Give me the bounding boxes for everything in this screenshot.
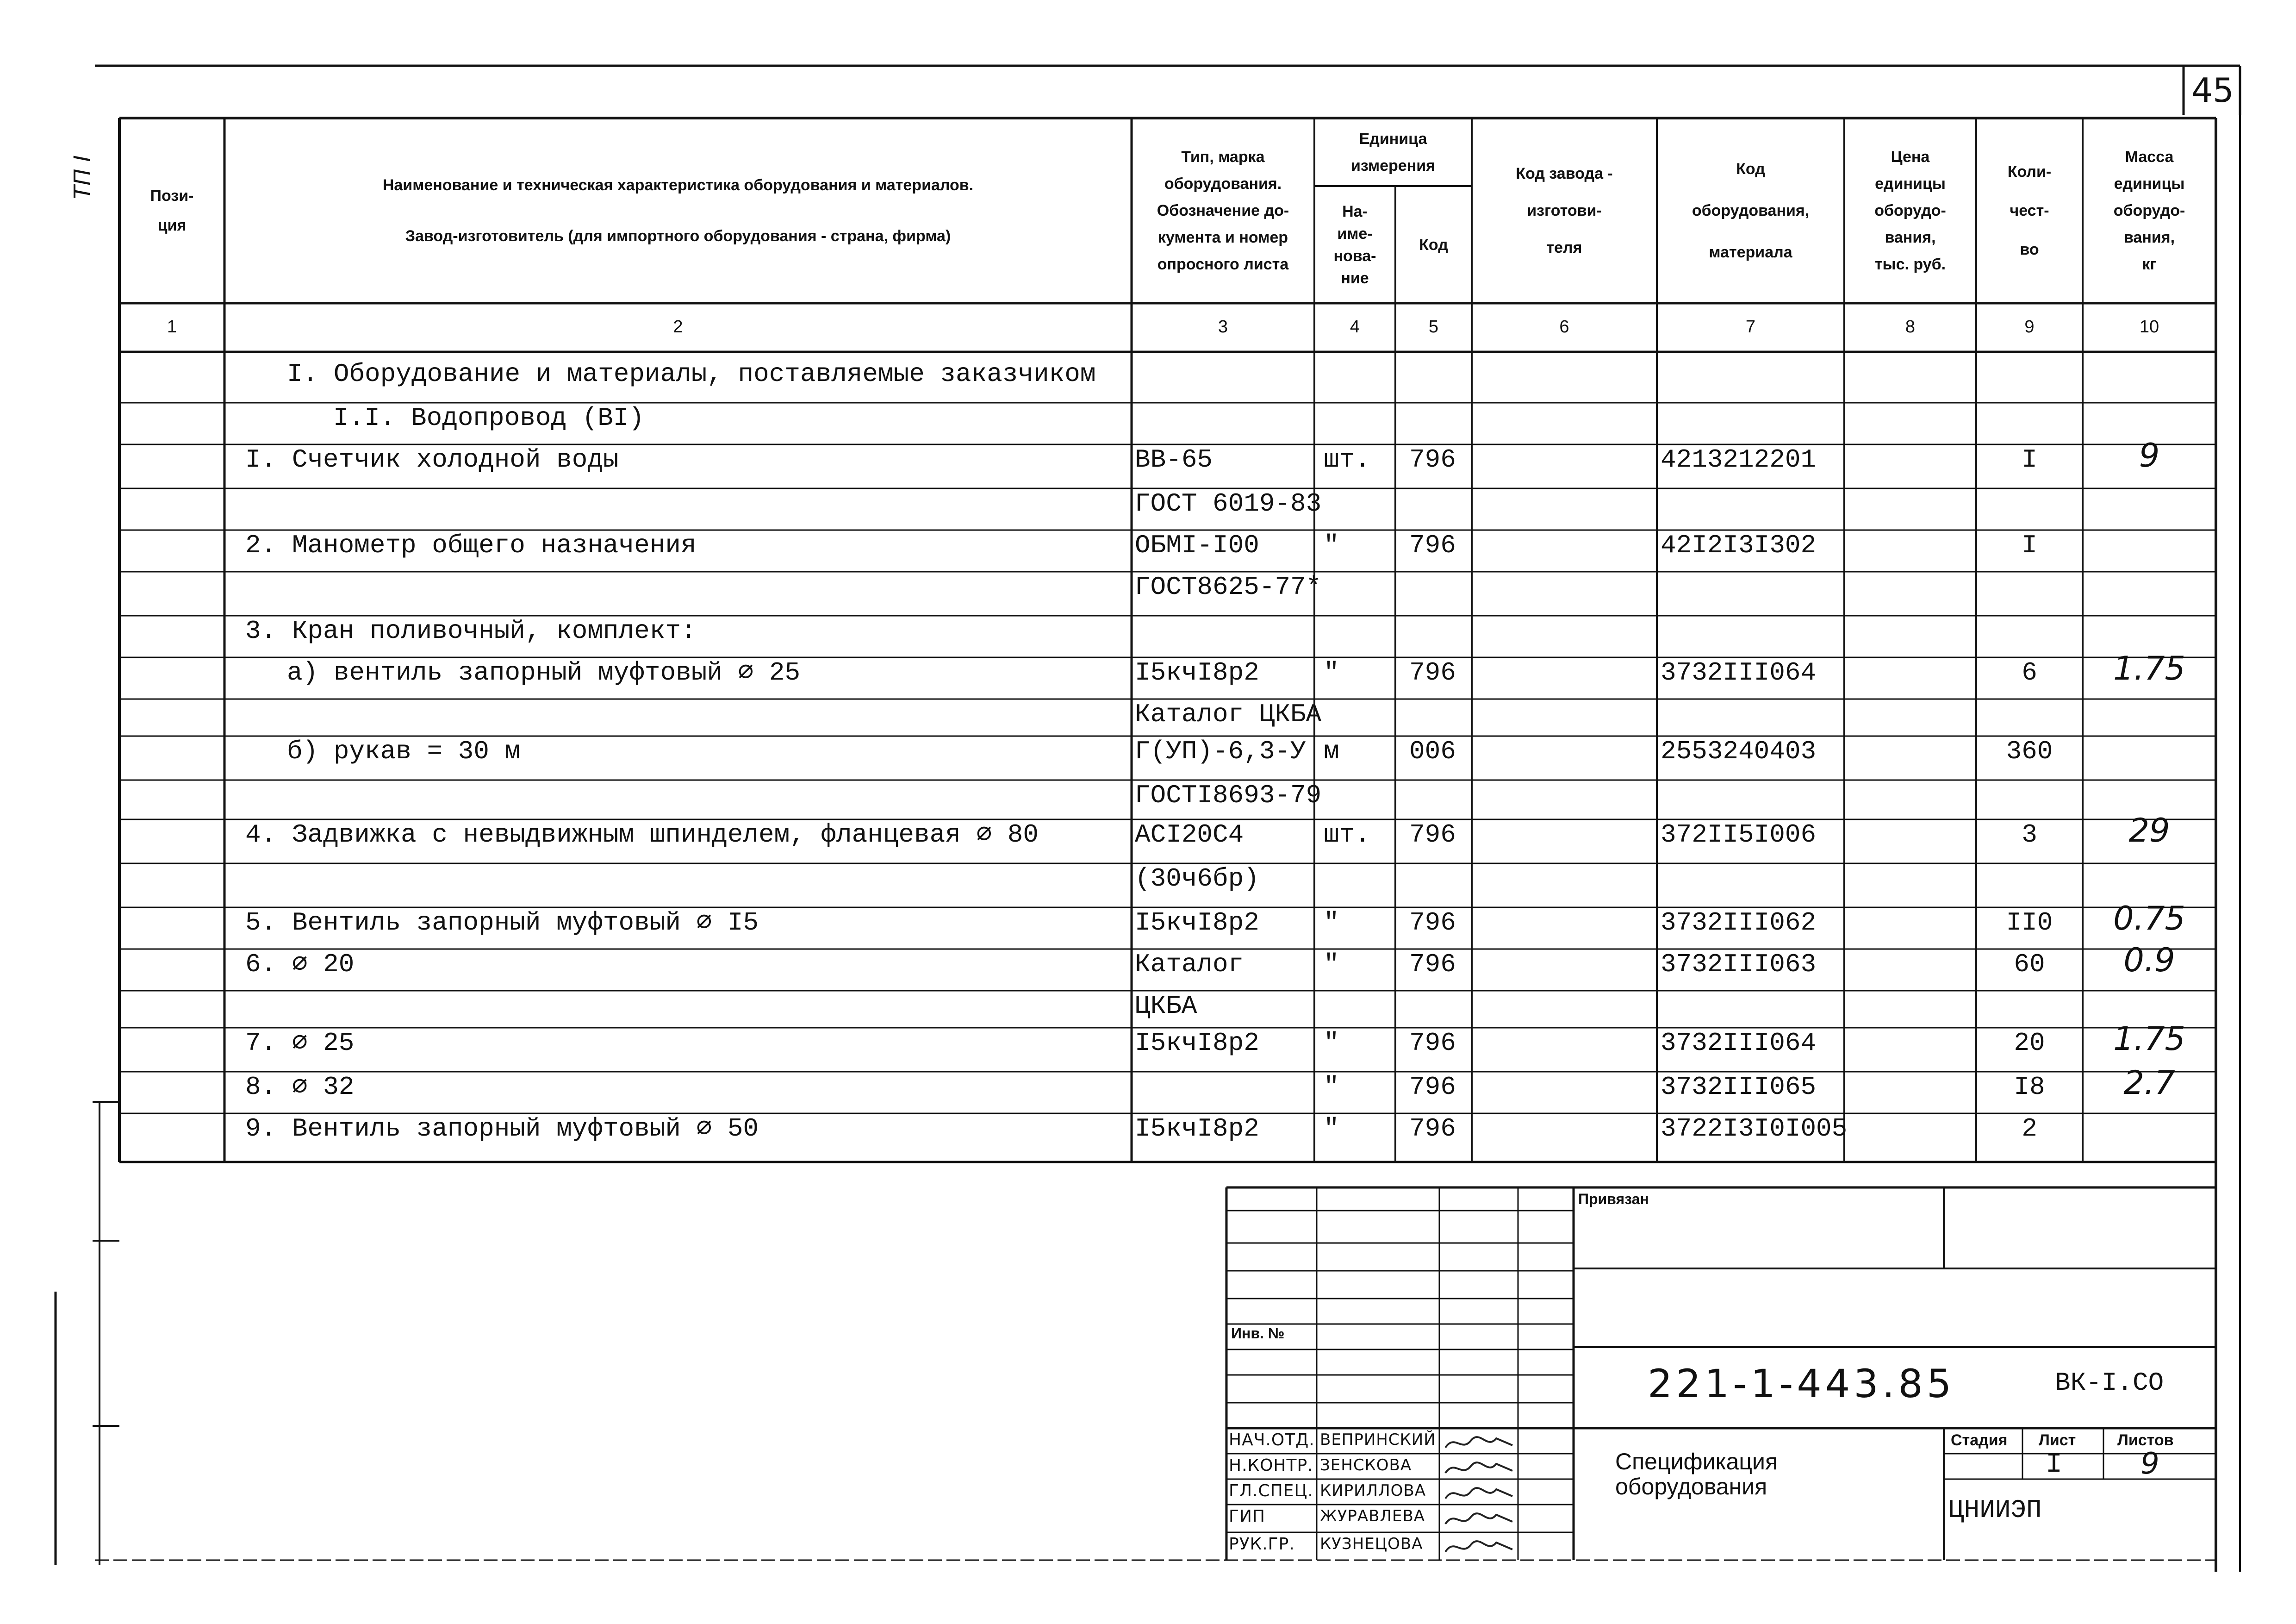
signature-role: РУК.ГР. (1229, 1535, 1295, 1554)
item-type: ЦКБА (1135, 991, 1197, 1021)
item-type: I5кчI8р2 (1135, 1114, 1259, 1143)
item-quantity: I8 (2014, 1072, 2045, 1102)
item-type: ВВ-65 (1135, 445, 1213, 475)
item-equipment-code: 3732III065 (1661, 1072, 1817, 1102)
column-number: 2 (673, 317, 683, 337)
header-unit-name: На- име- нова- ние (1333, 202, 1376, 287)
column-number: 10 (2139, 317, 2159, 337)
header-mass: Масса единицы оборудо- вания, кг (2113, 148, 2185, 273)
item-type: ГОСТ8625-77* (1135, 572, 1322, 602)
column-number: 1 (167, 317, 177, 337)
item-equipment-code: 3722I3I0I005 (1661, 1114, 1848, 1143)
signature-role: ГЛ.СПЕЦ. (1229, 1481, 1313, 1500)
item-equipment-code: 3732III062 (1661, 908, 1817, 937)
item-quantity: I (2022, 531, 2037, 560)
item-unit: " (1324, 1114, 1339, 1143)
item-quantity: I (2022, 445, 2037, 475)
signature-role: ГИП (1229, 1507, 1265, 1526)
stage-label: Стадия (1951, 1431, 2008, 1449)
column-number: 6 (1559, 317, 1569, 337)
item-unit-code: 796 (1409, 908, 1456, 937)
item-name: I. Счетчик холодной воды (245, 445, 619, 475)
header-price: Цена единицы оборудо- вания, тыс. руб. (1874, 148, 1946, 273)
header-unit-group: Единица измерения (1351, 130, 1435, 175)
item-mass: 9 (2139, 437, 2160, 475)
handwritten-signature (1443, 1431, 1517, 1455)
handwritten-signature (1443, 1457, 1517, 1480)
signature-role: НАЧ.ОТД. (1229, 1430, 1315, 1449)
item-type: I5кчI8р2 (1135, 658, 1259, 687)
signature-name: КУЗНЕЦОВА (1320, 1535, 1423, 1553)
item-type: I5кчI8р2 (1135, 908, 1259, 937)
item-equipment-code: 3732III064 (1661, 1028, 1817, 1058)
item-mass: 1.75 (2113, 650, 2185, 687)
header-unit-code: Код (1419, 236, 1448, 254)
item-name: 8. ∅ 32 (245, 1072, 355, 1102)
header-position: Пози- ция (150, 187, 194, 234)
item-name: 5. Вентиль запорный муфтовый ∅ I5 (245, 908, 759, 937)
header-equipment-code: Код оборудования, материала (1692, 160, 1810, 261)
item-unit-code: 796 (1409, 531, 1456, 560)
item-type: АСI20С4 (1135, 820, 1244, 849)
item-equipment-code: 372II5I006 (1661, 820, 1817, 849)
sheet-code: ВК-I.СО (2055, 1368, 2164, 1398)
sheet-label: Лист (2039, 1431, 2076, 1449)
item-type: I5кчI8р2 (1135, 1028, 1259, 1058)
item-type: Г(УП)-6,3-У (1135, 737, 1306, 766)
item-quantity: 60 (2014, 949, 2045, 979)
item-unit-code: 796 (1409, 1028, 1456, 1058)
item-unit-code: 796 (1409, 820, 1456, 849)
item-name: 9. Вентиль запорный муфтовый ∅ 50 (245, 1114, 759, 1143)
item-name: а) вентиль запорный муфтовый ∅ 25 (287, 658, 801, 687)
bound-label: Привязан (1578, 1191, 1649, 1207)
item-unit-code: 796 (1409, 445, 1456, 475)
item-quantity: 360 (2006, 737, 2053, 766)
sheets-label: Листов (2117, 1431, 2174, 1449)
item-name: I.I. Водопровод (BI) (333, 403, 645, 433)
item-type: ГОСТI8693-79 (1135, 781, 1322, 810)
item-quantity: 3 (2022, 820, 2037, 849)
item-type: Каталог ЦКБА (1135, 700, 1322, 729)
item-unit: " (1324, 1072, 1339, 1102)
item-unit-code: 006 (1409, 737, 1456, 766)
item-unit: " (1324, 949, 1339, 979)
inv-label: Инв. № (1231, 1325, 1285, 1342)
side-mark: ТП I (69, 155, 95, 199)
item-name: б) рукав = 30 м (287, 737, 521, 766)
page-number: 45 (2191, 71, 2234, 110)
item-unit: " (1324, 658, 1339, 687)
item-quantity: II0 (2006, 908, 2053, 937)
header-factory-code: Код завода - изготови- теля (1516, 165, 1613, 256)
item-mass: 2.7 (2123, 1064, 2175, 1102)
doc-title: Спецификация оборудования (1615, 1449, 1778, 1499)
handwritten-signature (1443, 1508, 1517, 1531)
item-unit-code: 796 (1409, 658, 1456, 687)
column-number: 7 (1745, 317, 1756, 337)
header-quantity: Коли- чест- во (2007, 163, 2052, 258)
handwritten-signature (1443, 1482, 1517, 1505)
signature-name: ЖУРАВЛЕВА (1320, 1507, 1425, 1525)
item-quantity: 2 (2022, 1114, 2037, 1143)
item-name: 7. ∅ 25 (245, 1028, 355, 1058)
item-quantity: 20 (2014, 1028, 2045, 1058)
doc-number: 221-1-443.85 (1648, 1361, 1955, 1406)
item-mass: 0.75 (2113, 899, 2185, 937)
signature-name: КИРИЛЛОВА (1320, 1481, 1426, 1500)
sheets-value: 9 (2140, 1447, 2159, 1481)
item-unit: шт. (1324, 820, 1370, 849)
item-unit-code: 796 (1409, 949, 1456, 979)
item-equipment-code: 4213212201 (1661, 445, 1817, 475)
item-type: ГОСТ 6019-83 (1135, 489, 1322, 518)
item-type: ОБМI-I00 (1135, 531, 1259, 560)
item-mass: 29 (2128, 812, 2170, 849)
item-unit-code: 796 (1409, 1072, 1456, 1102)
column-number: 4 (1350, 317, 1360, 337)
signature-name: ВЕПРИНСКИЙ (1320, 1430, 1436, 1449)
item-quantity: 6 (2022, 658, 2037, 687)
signature-role: Н.КОНТР. (1229, 1456, 1313, 1475)
item-equipment-code: 42I2I3I302 (1661, 531, 1817, 560)
item-equipment-code: 3732III063 (1661, 949, 1817, 979)
item-type: Каталог (1135, 949, 1244, 979)
header-name: Наименование и техническая характеристика оборудования и материалов. Завод-изготовитель (для импортного оборудования - страна, фирма) (382, 176, 974, 245)
item-unit: " (1324, 1028, 1339, 1058)
header-type: Тип, марка оборудования. Обозначение до- кумента и номер опросного листа (1157, 148, 1289, 273)
sheet-value: I (2046, 1449, 2063, 1480)
column-number: 5 (1428, 317, 1439, 337)
item-unit: " (1324, 908, 1339, 937)
item-mass: 1.75 (2113, 1020, 2185, 1058)
item-unit: " (1324, 531, 1339, 560)
column-number: 9 (2024, 317, 2035, 337)
item-mass: 0.9 (2123, 941, 2175, 979)
item-unit-code: 796 (1409, 1114, 1456, 1143)
item-equipment-code: 3732III064 (1661, 658, 1817, 687)
organization: ЦНИИЭП (1948, 1495, 2042, 1525)
handwritten-signature (1443, 1536, 1517, 1559)
signature-name: ЗЕНСКОВА (1320, 1456, 1412, 1474)
column-number: 3 (1218, 317, 1228, 337)
item-name: I. Оборудование и материалы, поставляемые заказчиком (287, 359, 1096, 389)
column-number: 8 (1905, 317, 1916, 337)
item-unit: м (1324, 737, 1339, 766)
item-unit: шт. (1324, 445, 1370, 475)
item-name: 3. Кран поливочный, комплект: (245, 616, 697, 646)
item-name: 6. ∅ 20 (245, 949, 355, 979)
item-equipment-code: 2553240403 (1661, 737, 1817, 766)
item-name: 4. Задвижка с невыдвижным шпинделем, фланцевая ∅ 80 (245, 820, 1039, 849)
item-name: 2. Манометр общего назначения (245, 531, 697, 560)
item-type: (30ч6бр) (1135, 864, 1259, 893)
